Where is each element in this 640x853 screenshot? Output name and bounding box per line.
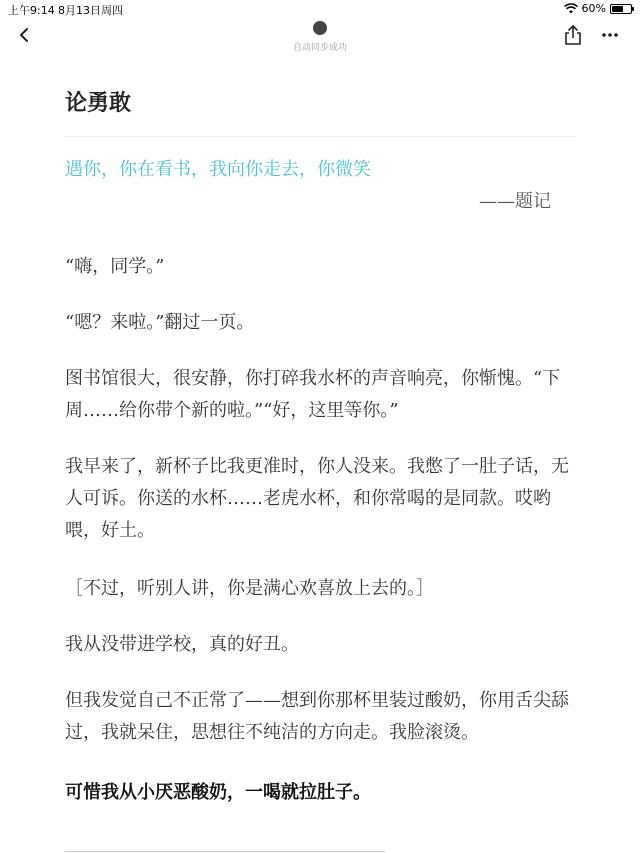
status-right [564,2,632,15]
more-horizontal-icon[interactable] [597,22,623,48]
bottom-divider [65,851,385,852]
status-date: 8月13日周四 [58,4,123,17]
page-title: 论勇敢 [65,91,132,116]
document-body[interactable] [65,148,575,809]
paragraph: 图书馆很大，很安静，你打碎我水杯的声音响亮，你惭愧。“下周……给你带个新的啦。”“好，这里等你。” [65,368,561,421]
paragraph: 可惜我从小厌恶酸奶，一喝就拉肚子。 [65,782,371,803]
share-icon[interactable] [560,22,586,48]
paragraph: 但我发觉自己不正常了——想到你那杯里装过酸奶，你用舌尖舔过，我就呆住，思想往不纯洁的方向走。我脸滚烫。 [65,690,569,743]
avatar [313,21,327,35]
paragraph: “嗨，同学。” [65,256,165,277]
battery-fill [612,6,623,12]
sync-status: 自动同步成功 [292,43,347,53]
paragraph: ［不过，听别人讲，你是满心欢喜放上去的。］ [65,578,434,599]
paragraph: “嗯？来啦。”翻过一页。 [65,312,255,333]
epigraph-signature: ——题记 [479,191,551,212]
nav-bar [0,18,640,54]
battery-percent: 60% [581,2,606,15]
battery-icon [610,4,632,14]
paragraph: 我从没带进学校，真的好丑。 [65,634,299,655]
wifi-icon [564,3,578,14]
paragraph: 我早来了，新杯子比我更准时，你人没来。我憋了一肚子话，无人可诉。你送的水杯……老虎水杯，和你常喝的是同款。哎哟喂，好土。 [65,456,569,541]
status-time: 上午9:14 [8,4,55,17]
epigraph-quote: 遇你，你在看书，我向你走去，你微笑 [65,159,371,180]
title-divider [65,136,575,137]
status-bar [0,0,640,18]
